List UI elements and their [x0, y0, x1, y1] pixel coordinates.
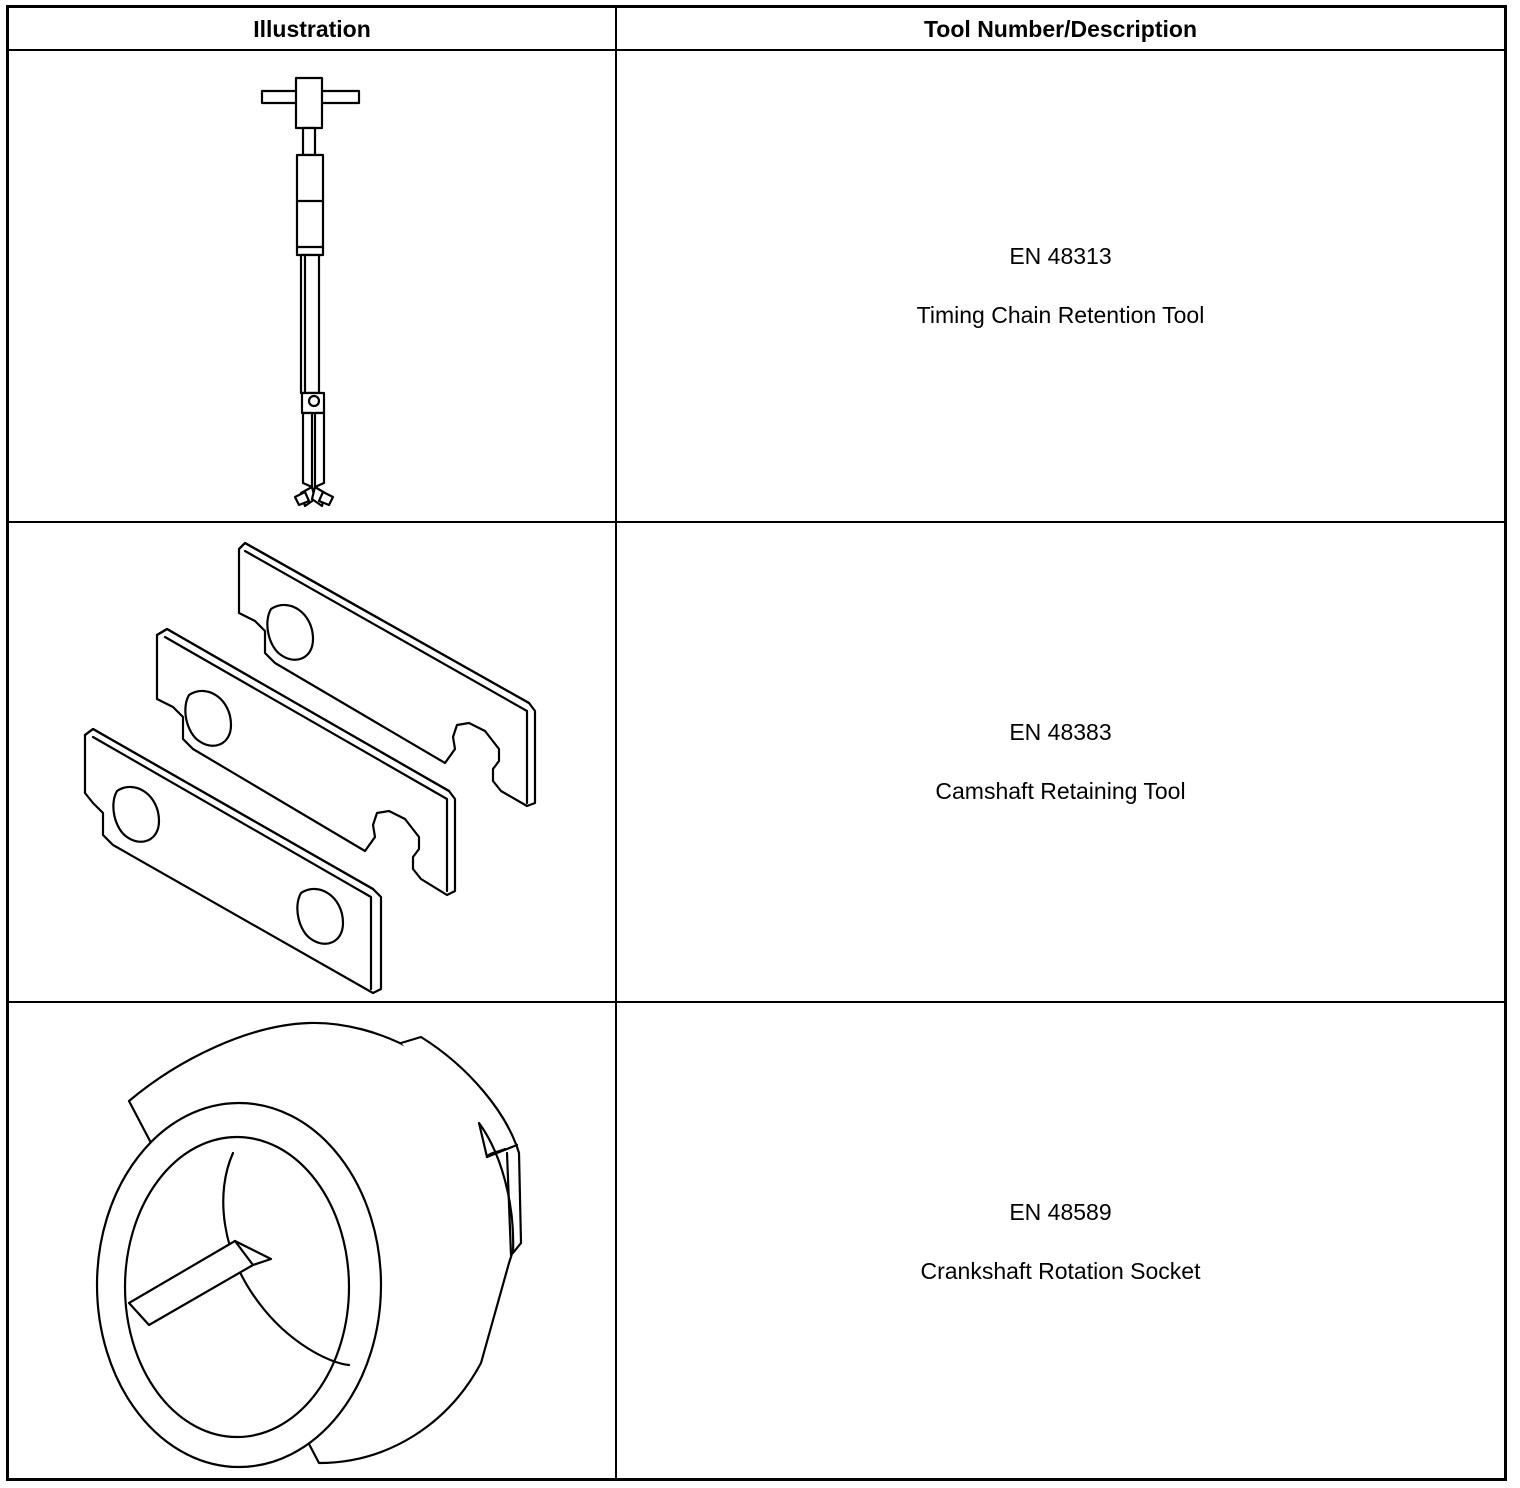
tool-table: [6, 5, 1507, 1481]
tool-description: Timing Chain Retention Tool: [916, 302, 1205, 328]
tool-number: EN 48589: [1009, 1199, 1112, 1225]
tool-number: EN 48313: [1009, 243, 1112, 269]
tool-illustration-1: [9, 51, 615, 521]
tool-description: Camshaft Retaining Tool: [935, 778, 1186, 804]
camshaft-retaining-tool-icon: [9, 523, 615, 1001]
tool-number: EN 48383: [1009, 719, 1112, 745]
header-illustration: Illustration: [253, 15, 371, 42]
tool-illustration-3: [9, 1003, 615, 1481]
tool-description: Crankshaft Rotation Socket: [920, 1258, 1201, 1284]
tool-description-2: [617, 523, 1504, 1001]
tool-description-3: [617, 1003, 1504, 1481]
crankshaft-rotation-socket-icon: [9, 1003, 615, 1481]
header-tool-description: Tool Number/Description: [923, 15, 1198, 42]
timing-chain-retention-tool-icon: [9, 51, 615, 521]
tool-description-1: [617, 51, 1504, 521]
tool-illustration-2: [9, 523, 615, 1001]
